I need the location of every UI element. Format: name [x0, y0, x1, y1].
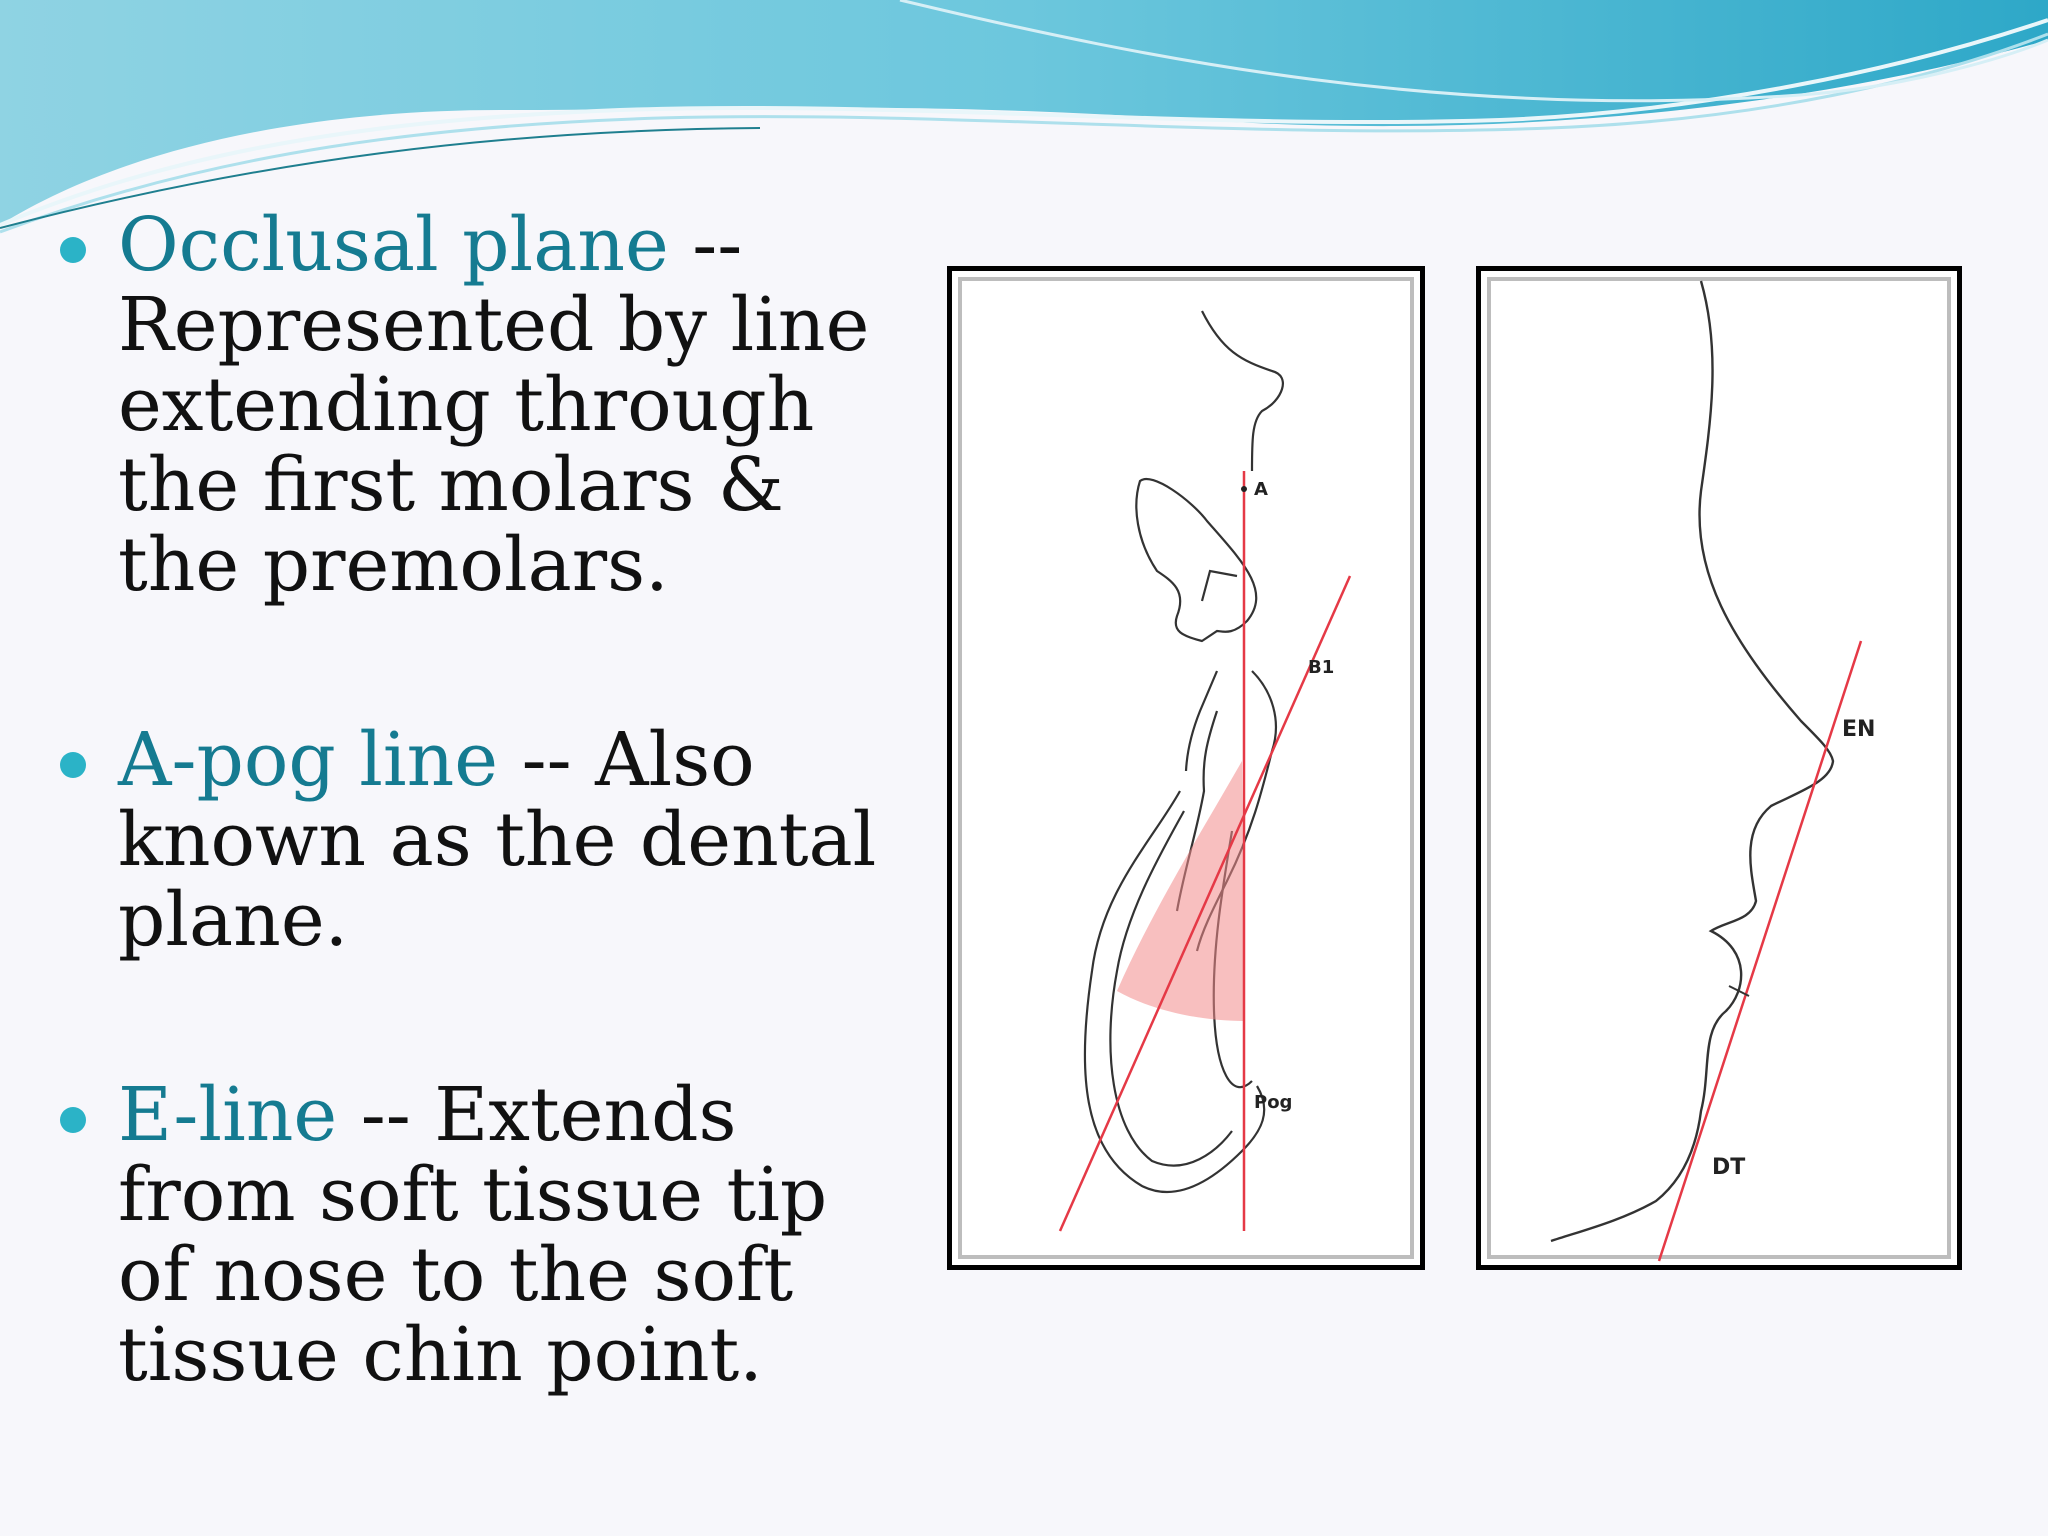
bullet-occlusal-plane — [60, 202, 900, 608]
bullet-description: -- Also known as the dental plane. — [118, 717, 877, 963]
bullet-description: -- Represented by line extending through the first molars & the premolars. — [118, 202, 870, 608]
label-b1: B1 — [1308, 657, 1335, 678]
soft-tissue-profile-upper — [1202, 311, 1283, 471]
upper-incisor-crown — [1202, 571, 1237, 601]
soft-tissue-drawing — [1481, 271, 1957, 1265]
bullet-term: Occlusal plane — [118, 202, 669, 288]
label-dt: DT — [1712, 1155, 1746, 1180]
bullet-text — [118, 1072, 900, 1398]
figure-dental-profile-tracing — [947, 266, 1425, 1270]
bullet-term: A-pog line — [118, 717, 499, 803]
bullet-description: -- Extends from soft tissue tip of nose to the soft tissue chin point. — [118, 1072, 828, 1398]
occlusal-plane-line — [1060, 576, 1350, 1231]
label-en: EN — [1842, 717, 1876, 742]
bullet-dot-icon — [60, 752, 86, 778]
bullet-text — [118, 202, 900, 608]
bullet-term: E-line — [118, 1072, 338, 1158]
facial-profile-outline — [1551, 281, 1833, 1241]
label-a: A — [1254, 479, 1268, 500]
bullet-dot-icon — [60, 1107, 86, 1133]
upper-incisor-outline — [1136, 479, 1256, 641]
bullet-text — [118, 717, 900, 963]
incisor-angle-shading — [1117, 761, 1244, 1021]
bullet-e-line — [60, 1072, 900, 1398]
point-a-marker — [1241, 486, 1247, 492]
label-pog: Pog — [1254, 1092, 1293, 1113]
dental-tracing-drawing — [952, 271, 1420, 1265]
bullet-a-pog-line — [60, 717, 900, 963]
bullet-dot-icon — [60, 237, 86, 263]
figure-soft-tissue-profile — [1476, 266, 1962, 1270]
lower-incisor-labial — [1186, 671, 1217, 771]
e-line — [1659, 641, 1861, 1261]
